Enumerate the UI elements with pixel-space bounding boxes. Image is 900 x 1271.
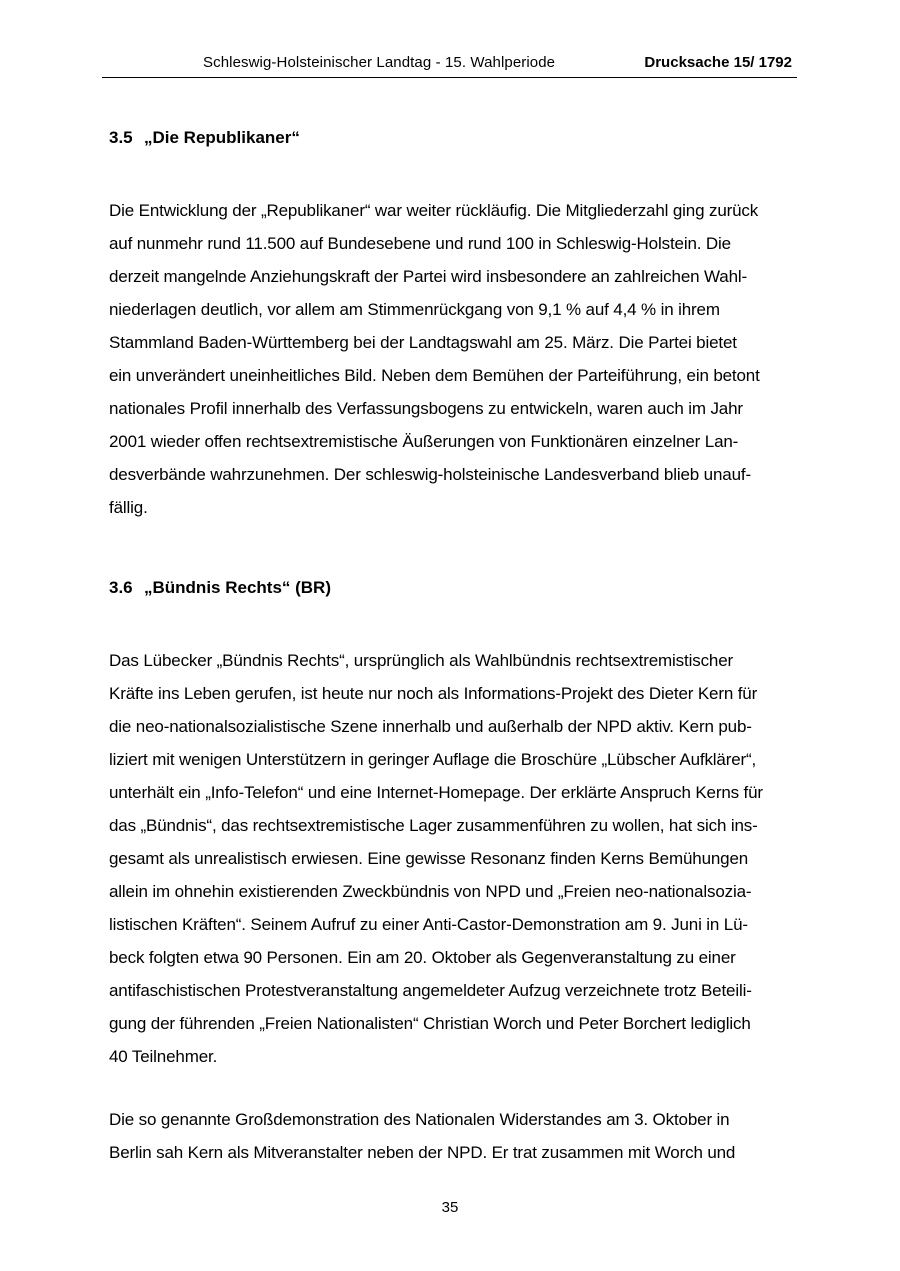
text-line: Das Lübecker „Bündnis Rechts“, ursprünglich als Wahlbündnis rechtsextremistischer xyxy=(109,651,734,670)
paragraph-buendnis-rechts xyxy=(109,644,809,1073)
text-line: liziert mit wenigen Unterstützern in geringer Auflage die Broschüre „Lübscher Aufklärer“, xyxy=(109,750,757,769)
document-number: Drucksache 15/ 1792 xyxy=(644,54,792,71)
text-line: allein im ohnehin existierenden Zweckbündnis von NPD und „Freien neo-nationalsozia- xyxy=(109,882,752,901)
text-line: 40 Teilnehmer. xyxy=(109,1047,218,1066)
section-heading-3-6 xyxy=(109,578,331,598)
section-number: 3.6 xyxy=(109,578,133,597)
section-title: „Die Republikaner“ xyxy=(144,128,300,147)
text-line: Kräfte ins Leben gerufen, ist heute nur noch als Informations-Projekt des Dieter Kern für xyxy=(109,684,758,703)
text-line: auf nunmehr rund 11.500 auf Bundesebene und rund 100 in Schleswig-Holstein. Die xyxy=(109,234,731,253)
text-line: unterhält ein „Info-Telefon“ und eine Internet-Homepage. Der erklärte Anspruch Kerns für xyxy=(109,783,763,802)
text-line: derzeit mangelnde Anziehungskraft der Partei wird insbesondere an zahlreichen Wahl- xyxy=(109,267,748,286)
text-line: fällig. xyxy=(109,498,148,517)
header-title: Schleswig-Holsteinischer Landtag - 15. Wahlperiode xyxy=(203,54,556,71)
section-heading-3-5 xyxy=(109,128,300,148)
text-line: gung der führenden „Freien Nationalisten“ Christian Worch und Peter Borchert lediglich xyxy=(109,1014,751,1033)
text-line: ein unverändert uneinheitliches Bild. Neben dem Bemühen der Parteiführung, ein betont xyxy=(109,366,760,385)
text-line: desverbände wahrzunehmen. Der schleswig-holsteinische Landesverband blieb unauf- xyxy=(109,465,751,484)
text-line: antifaschistischen Protestveranstaltung angemeldeter Aufzug verzeichnete trotz Beteili- xyxy=(109,981,752,1000)
text-line: Die Entwicklung der „Republikaner“ war weiter rückläufig. Die Mitgliederzahl ging zurück xyxy=(109,201,759,220)
text-line: Die so genannte Großdemonstration des Nationalen Widerstandes am 3. Oktober in xyxy=(109,1110,730,1129)
text-line: Stammland Baden-Württemberg bei der Landtagswahl am 25. März. Die Partei bietet xyxy=(109,333,737,352)
text-line: die neo-nationalsozialistische Szene innerhalb und außerhalb der NPD aktiv. Kern pub- xyxy=(109,717,752,736)
text-line: nationales Profil innerhalb des Verfassungsbogens zu entwickeln, waren auch im Jahr xyxy=(109,399,743,418)
text-line: Berlin sah Kern als Mitveranstalter neben der NPD. Er trat zusammen mit Worch und xyxy=(109,1143,736,1162)
page-number: 35 xyxy=(441,1199,459,1216)
text-line: listischen Kräften“. Seinem Aufruf zu einer Anti-Castor-Demonstration am 9. Juni in Lü- xyxy=(109,915,748,934)
section-number: 3.5 xyxy=(109,128,133,147)
paragraph-grossdemonstration xyxy=(109,1103,809,1169)
text-line: gesamt als unrealistisch erwiesen. Eine gewisse Resonanz finden Kerns Bemühungen xyxy=(109,849,749,868)
page-header xyxy=(102,50,797,78)
paragraph-republikaner xyxy=(109,194,809,524)
text-line: 2001 wieder offen rechtsextremistische Äußerungen von Funktionären einzelner Lan- xyxy=(109,432,739,451)
section-title: „Bündnis Rechts“ (BR) xyxy=(144,578,331,597)
text-line: niederlagen deutlich, vor allem am Stimmenrückgang von 9,1 % auf 4,4 % in ihrem xyxy=(109,300,720,319)
text-line: beck folgten etwa 90 Personen. Ein am 20. Oktober als Gegenveranstaltung zu einer xyxy=(109,948,736,967)
text-line: das „Bündnis“, das rechtsextremistische Lager zusammenführen zu wollen, hat sich ins- xyxy=(109,816,758,835)
